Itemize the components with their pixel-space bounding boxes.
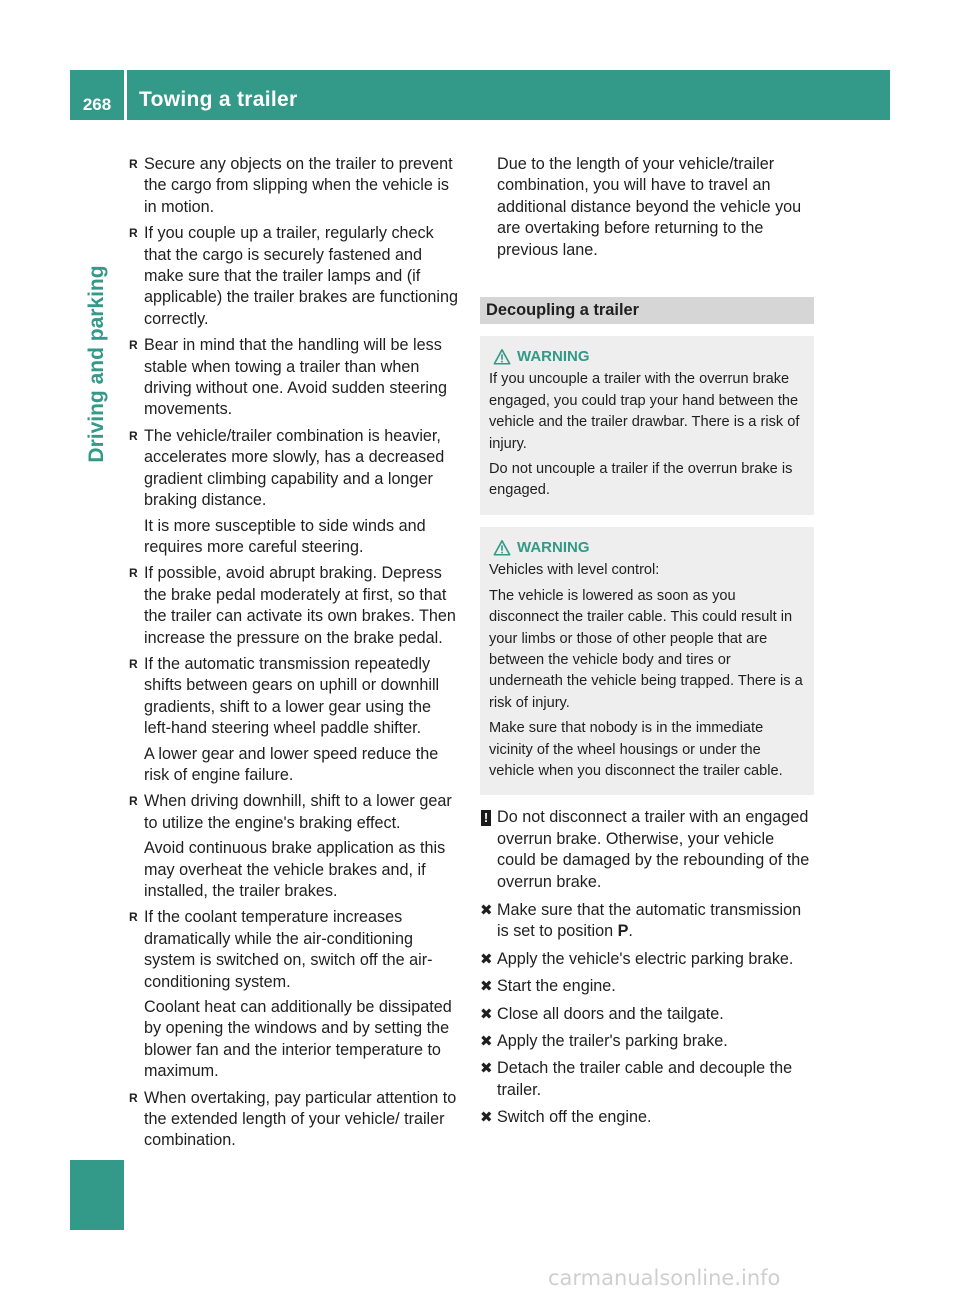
page-title: Towing a trailer bbox=[139, 88, 298, 111]
warning-box-1 bbox=[480, 336, 814, 515]
step-text: Switch off the engine. bbox=[497, 1108, 652, 1127]
warning-text: Vehicles with level control: bbox=[489, 562, 660, 579]
step-arrow-icon: ✖ bbox=[480, 1005, 493, 1023]
bullet-subtext: It is more susceptible to side winds and requires more careful steering. bbox=[144, 516, 426, 556]
left-column bbox=[128, 154, 462, 1157]
bullet-icon: R bbox=[129, 566, 138, 581]
gear-position: P bbox=[617, 922, 629, 941]
bullet-text: When driving downhill, shift to a lower gear to utilize the engine's braking effect. bbox=[144, 792, 452, 832]
bullet-icon: R bbox=[129, 656, 138, 671]
warning-header bbox=[489, 537, 806, 558]
warning-label: WARNING bbox=[517, 538, 590, 556]
section-side-label: Driving and parking bbox=[85, 265, 108, 463]
bullet-icon: R bbox=[129, 910, 138, 925]
step-item bbox=[480, 1031, 814, 1052]
warning-text: Make sure that nobody is in the immediate vicinity of the wheel housings or under the vehicle when you disconnect the trailer cable. bbox=[489, 720, 783, 779]
warning-text: The vehicle is lowered as soon as you disconnect the trailer cable. This could result in your limbs or those of other people that are between the vehicle body and tires or underneath the vehicle being trapped. There is a risk of injury. bbox=[489, 587, 803, 711]
step-item bbox=[480, 900, 814, 943]
header-divider bbox=[124, 70, 127, 120]
bullet-item bbox=[128, 563, 462, 649]
step-text: Close all doors and the tailgate. bbox=[497, 1004, 724, 1023]
warning-label: WARNING bbox=[517, 348, 590, 366]
step-item bbox=[480, 949, 814, 970]
right-column bbox=[480, 154, 814, 1135]
bullet-item bbox=[128, 791, 462, 834]
warning-box-2 bbox=[480, 527, 814, 795]
notice-text: Do not disconnect a trailer with an engaged overrun brake. Otherwise, your vehicle could be damaged by the rebounding of the overrun brake. bbox=[497, 808, 810, 891]
warning-triangle-icon bbox=[493, 348, 511, 366]
step-text: Detach the trailer cable and decouple the trailer. bbox=[497, 1059, 793, 1099]
notice-item bbox=[480, 807, 814, 893]
intro-paragraph: Due to the length of your vehicle/trailer combination, you will have to travel an additional distance beyond the vehicle you are overtaking before returning to the previous lane. bbox=[497, 155, 802, 259]
step-arrow-icon: ✖ bbox=[480, 901, 493, 919]
step-arrow-icon: ✖ bbox=[480, 1060, 493, 1078]
step-item bbox=[480, 1004, 814, 1025]
bullet-icon: R bbox=[129, 226, 138, 241]
bullet-text: Bear in mind that the handling will be less stable when towing a trailer than when driving without one. Avoid sudden steering movements. bbox=[144, 336, 447, 419]
step-text: Apply the trailer's parking brake. bbox=[497, 1032, 728, 1050]
bullet-icon: R bbox=[129, 157, 138, 171]
bullet-icon: R bbox=[129, 428, 138, 443]
bullet-icon: R bbox=[129, 338, 138, 353]
step-item bbox=[480, 1107, 814, 1128]
section-heading: Decoupling a trailer bbox=[480, 297, 814, 324]
step-arrow-icon: ✖ bbox=[480, 978, 493, 996]
exclamation-icon: ! bbox=[481, 810, 491, 826]
bullet-icon: R bbox=[129, 794, 138, 809]
side-tab-marker bbox=[70, 1160, 124, 1230]
steps-list bbox=[480, 949, 814, 1129]
bullet-text: The vehicle/trailer combination is heavier, accelerates more slowly, has a decreased gradient climbing capability and a longer braking distance. bbox=[144, 426, 445, 510]
warning-header bbox=[489, 346, 806, 367]
bullet-text: If possible, avoid abrupt braking. Depress the brake pedal moderately at first, so that the trailer can activate its own brakes. Then increase the pressure on the brake pedal. bbox=[144, 564, 456, 647]
step-text: Apply the vehicle's electric parking brake. bbox=[497, 949, 794, 968]
step-item bbox=[480, 1058, 814, 1101]
bullet-item bbox=[128, 223, 462, 330]
step-text-tail: . bbox=[628, 922, 633, 941]
bullet-subtext: A lower gear and lower speed reduce the risk of engine failure. bbox=[144, 744, 439, 784]
bullet-item bbox=[128, 907, 462, 993]
bullet-item bbox=[128, 426, 462, 512]
bullet-text: Secure any objects on the trailer to prevent the cargo from slipping when the vehicle is in motion. bbox=[144, 155, 453, 216]
step-arrow-icon: ✖ bbox=[480, 1109, 493, 1127]
warning-text: Do not uncouple a trailer if the overrun brake is engaged. bbox=[489, 461, 793, 499]
bullet-text: If you couple up a trailer, regularly check that the cargo is securely fastened and make sure that the trailer lamps and (if applicable) the trailer brakes are functioning correctly. bbox=[144, 224, 459, 328]
bullet-text: If the coolant temperature increases dramatically while the air-conditioning system is switched on, switch off the air-conditioning system. bbox=[144, 908, 433, 991]
warning-text: If you uncouple a trailer with the overrun brake engaged, you could trap your hand between the vehicle and the trailer drawbar. There is a risk of injury. bbox=[489, 371, 800, 452]
bullet-item bbox=[128, 1088, 462, 1152]
warning-triangle-icon bbox=[493, 539, 511, 557]
step-text: Make sure that the automatic transmission is set to position bbox=[497, 900, 802, 941]
bullet-text: When overtaking, pay particular attention to the extended length of your vehicle/ trailer combination. bbox=[144, 1088, 457, 1150]
bullet-item bbox=[128, 154, 462, 218]
page-number: 268 bbox=[82, 95, 112, 114]
bullet-subtext: Coolant heat can additionally be dissipated by opening the windows and by setting the blower fan and the interior temperature to maximum. bbox=[144, 998, 452, 1081]
watermark: carmanualsonline.info bbox=[548, 1266, 781, 1290]
step-arrow-icon: ✖ bbox=[480, 1033, 493, 1050]
step-item bbox=[480, 976, 814, 997]
bullet-item bbox=[128, 654, 462, 740]
bullet-text: If the automatic transmission repeatedly shifts between gears on uphill or downhill gradients, shift to a lower gear using the left-hand steering wheel paddle shifter. bbox=[144, 654, 440, 738]
bullet-icon: R bbox=[129, 1090, 138, 1105]
step-arrow-icon: ✖ bbox=[480, 950, 493, 968]
bullet-item bbox=[128, 335, 462, 421]
bullet-subtext: Avoid continuous brake application as this may overheat the vehicle brakes and, if installed, the trailer brakes. bbox=[144, 839, 446, 900]
step-text: Start the engine. bbox=[497, 977, 616, 996]
